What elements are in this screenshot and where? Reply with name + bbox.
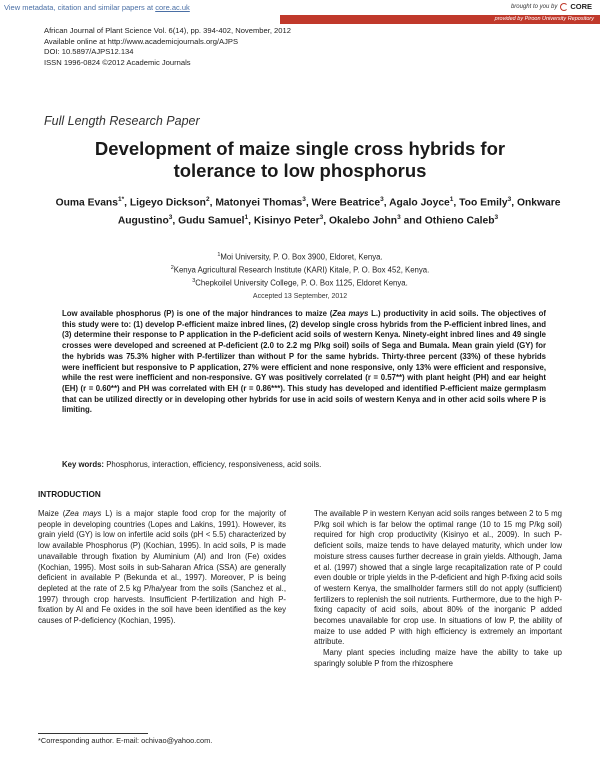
intro-left-text-b: L) is a major staple food crop for the majority of people in developing countries (Lopes and Lakins, 1991). However, its grain yield (GY) is low on infertile acid soils (pH < 5.5) characterized by low available Phosphorus (P) (Kochian, 1995). In acid soils, P is made unavailable through fixation by Aluminium (Al) and Iron (Fe) oxides (Kochian, 1995). Most soils in sub-Saharan Africa (SSA) are generally deficient in available P (Bekunda et al., 1997). Moreover, P is being depleted at the rate of 2.5 kg P/ha/year from the soils (Sanchez et al., 1997) through crop harvests. Insufficient P-fertilization and high P-fixation by Al and Fe oxides in the soil have been identified as the key causes of P-deficiency (Kochian, 1995).	[38, 509, 287, 626]
brought-by-label: brought to you by	[510, 3, 558, 10]
journal-doi: DOI: 10.5897/AJPS12.134	[44, 47, 134, 57]
core-banner	[0, 0, 600, 26]
abstract	[62, 309, 546, 416]
intro-column-right	[314, 509, 562, 670]
metadata-prefix: View metadata, citation and similar papers at	[4, 3, 156, 12]
affiliation-item	[0, 276, 600, 289]
intro-left-text-a: Maize (	[38, 509, 66, 518]
core-logo-text: CORE	[570, 2, 592, 11]
core-logo-icon	[560, 3, 568, 11]
affiliation-text: Moi University, P. O. Box 3900, Eldoret, Kenya.	[220, 252, 383, 262]
author-name: Kisinyo Peter	[253, 215, 320, 227]
affiliation-marker: 3	[192, 277, 196, 284]
intro-paragraph: Many plant species including maize have the ability to take up sparingly soluble P from the rhizosphere	[314, 648, 562, 668]
affiliation-marker: 2	[170, 264, 174, 271]
author-name: Okalebo John	[329, 215, 398, 227]
author-affiliation-marker: 1	[449, 196, 454, 203]
author-name: Matonyei Thomas	[215, 197, 303, 209]
provider-text: provided by Piroon University Repository	[494, 16, 594, 22]
author-affiliation-marker: 1*	[117, 196, 125, 203]
paper-title-line-1: Development of maize single cross hybrids for	[94, 138, 506, 159]
affiliation-text: Chepkoilel University College, P. O. Box 1125, Eldoret Kenya.	[195, 278, 408, 288]
author-affiliation-marker: 1	[244, 213, 249, 221]
core-logo[interactable]	[560, 2, 592, 11]
author-affiliation-marker: 3	[397, 213, 401, 221]
affiliation-item	[0, 250, 600, 263]
abstract-text-2: L.) productivity in acid soils. The objectives of this study were to: (1) develop P-efficient maize inbred lines, (2) develop single cross hybrids from the P-efficient inbred lines, and (3) determine their response to P application in the P-deficient acid soils of western Kenya. Ninety-eight inbred lines and 49 single crosses were developed and screened at P-deficient (2.0 to 2.2 mg P/kg soil) soils of Sega and Bumala. Mean grain yield (GY) for the hybrids was 75.3% higher with P-fertilizer than without P for the same hybrids. Thirty-three percent (33%) of these hybrids were inefficient but responsive to P application, 27% were efficient and none responsive, only 13% were efficient and responsive, while the rest were inefficient and non-responsive. GY was positively correlated (r = 0.57**) with plant height (PH) and ear height (EH) (r = 0.60**) and PH was correlated with EH (r = 0.86***). This study has developed and identified P-efficient maize germplasm that can be utilized directly or in developing other hybrids for use in acid soils of western Kenya and in other acid soils where P is limiting.	[62, 309, 547, 415]
affiliation-list	[0, 250, 600, 289]
author-name: Agalo Joyce	[389, 197, 450, 209]
paper-title-line-2: tolerance to low phosphorus	[173, 160, 427, 181]
paper-type-label: Full Length Research Paper	[44, 114, 200, 128]
journal-url: Available online at http://www.academicjournals.org/AJPS	[44, 36, 239, 46]
author-name: Were Beatrice	[311, 197, 381, 209]
introduction-heading: INTRODUCTION	[38, 490, 101, 499]
abstract-text-1: Low available phosphorus (P) is one of the major hindrances to maize (	[62, 309, 333, 318]
affiliation-text: Kenya Agricultural Research Institute (KARI) Kitale, P. O. Box 452, Kenya.	[173, 265, 430, 275]
author-affiliation-marker: 3	[494, 213, 499, 221]
intro-paragraph: The available P in western Kenyan acid soils ranges between 2 to 5 mg P/kg soil which is far below the optimal range (10 to 15 mg P/kg soil) required for high crop productivity (Kisinyo et al., 2009). In such P-deficient soils, maize tends to have delayed maturity, which under low moisture stress causes further decrease in grain yields. Although, Jama et al. (1997) showed that a single large recapitalization rate of P could even double or triple yields in the P-deficient and high P-fixing acid soils of western Kenya, the smallholder farmers still do not apply (sufficient) fertilizers to replenish the soil nutrients. Furthermore, due to the high P-fixing capacity of acid soils, about 80% of the inorganic P added becomes unavailable for crop use. In situations of low P, the ability of maize to use added P with high efficiency is extremely an important attribute.	[314, 509, 562, 647]
affiliation-item	[0, 263, 600, 276]
corresponding-author-footnote: *Corresponding author. E-mail: ochivao@yahoo.com.	[38, 736, 213, 745]
journal-issn: ISSN 1996-0824 ©2012 Academic Journals	[44, 57, 191, 67]
author-affiliation-marker: 3	[380, 196, 384, 203]
footnote-divider	[38, 733, 148, 734]
keywords	[62, 460, 546, 471]
abstract-species: Zea mays	[332, 309, 369, 318]
intro-paragraph	[38, 509, 286, 627]
keywords-label: Key words:	[62, 460, 105, 469]
author-list: Ouma Evans$^{1*}$, Ligeyo Dickson$^2$, Matonyei Thomas$^3$, Were Beatrice$^3$, Agalo Joyce$^1$, Too Emily$^3$, Onkware Augustino$^3$, Gudu Samuel$^1$, Kisinyo Peter$^3$, Okalebo John$^3$ and Othieno Caleb$^3$	[55, 196, 561, 227]
author-name: Othieno Caleb	[424, 215, 495, 227]
journal-citation: African Journal of Plant Science Vol. 6(14), pp. 394-402, November, 2012	[44, 26, 291, 35]
author-name: Onkware Augustino	[117, 197, 561, 227]
journal-header	[44, 26, 291, 68]
core-link[interactable]: core.ac.uk	[155, 3, 190, 12]
author-name: Ouma Evans	[55, 197, 118, 209]
author-name: Too Emily	[459, 197, 508, 209]
intro-column-left	[38, 509, 286, 627]
paper-title	[0, 138, 600, 182]
author-name: Ligeyo Dickson	[129, 197, 206, 209]
affiliation-marker: 1	[217, 252, 221, 258]
author-affiliation-marker: 2	[205, 196, 210, 203]
author-affiliation-marker: 3	[507, 196, 512, 203]
metadata-link-line	[4, 3, 190, 12]
author-name: Gudu Samuel	[178, 215, 245, 227]
provider-strip	[280, 15, 600, 24]
accepted-date: Accepted 13 September, 2012	[252, 293, 348, 300]
keywords-list: Phosphorus, interaction, efficiency, responsiveness, acid soils.	[104, 460, 322, 469]
brought-by	[511, 2, 592, 11]
author-affiliation-marker: 3	[319, 213, 324, 221]
author-affiliation-marker: 3	[302, 196, 306, 203]
author-affiliation-marker: 3	[168, 213, 173, 221]
intro-species: Zea mays	[65, 509, 102, 518]
